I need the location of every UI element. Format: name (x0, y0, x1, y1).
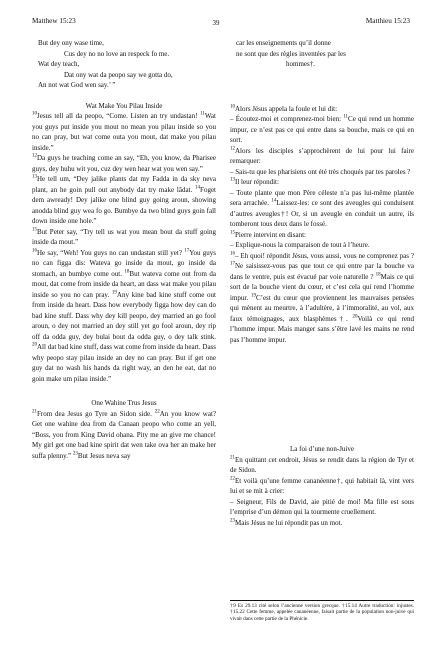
verse-text: Et voilà qu’une femme cananéenne†, qui habitait là, vint vers lui et se mit à crier: (230, 476, 414, 495)
poem-line: hommes†. (286, 60, 315, 68)
verse-paragraph (32, 174, 216, 227)
verse-paragraph (230, 177, 414, 188)
verse-number: 18 (375, 272, 381, 278)
verse-text: – Seigneur, Fils de David, aie pitié de moi! Ma fille est sous l’emprise d’un démon qui la tourmente cruellement. (230, 497, 414, 516)
verse-text: Mais ce qui sort de la bouche vient du cœur, et c’est cela qui rend l’homme impur. (230, 272, 414, 302)
verse-number: 12 (230, 146, 235, 152)
verse-paragraph (230, 167, 414, 178)
section-heading: La foi d’une non-Juive (290, 445, 354, 453)
verse-number: 16 (32, 248, 37, 254)
verse-text: Voilà ce qui rend l’homme impur. Mais manger sans s’être lavé les mains ne rend pas l’homme impur. (230, 314, 414, 344)
verse-text: Alors les disciples s’approchèrent de lui pour lui faire remarquer: (230, 146, 414, 165)
verse-paragraph (32, 227, 216, 248)
verse-number: 13 (230, 177, 235, 183)
verse-text: Jesus tell all da peopo, “Come. Listen an try undastan! (37, 112, 201, 120)
section-body (230, 455, 414, 529)
poem-line: An not wat God wen say.’ ” (38, 81, 116, 89)
verse-number: 20 (352, 314, 358, 320)
verse-number: 11 (200, 111, 205, 117)
verse-number: 15 (230, 230, 235, 236)
verse-text: But wateva come out from da mout, dat come from inside da heart, an dass wat make you pilau inside so you no can pray. (32, 269, 216, 299)
verse-number: 21 (230, 455, 235, 461)
verse-number: 15 (32, 227, 37, 233)
verse-paragraph (32, 111, 216, 153)
verse-text: – Eh quoi! répondit Jésus, vous aussi, vous ne comprenez pas ? (235, 251, 414, 260)
verse-text: From dea Jesus go Tyre an Sidon side. (37, 409, 155, 418)
verse-number: 23 (230, 518, 235, 524)
verse-paragraph (230, 518, 414, 529)
verse-text: An you know wat? Get one wahine dea from da Canaan peopo who come an yell, “Boss, you from King David ohana. Pity me an give me chance! My girl get one bad kine spirit dat wen take ova her an make her suffa plenny.” (32, 409, 216, 460)
poem-line: car les enseignements qu’il donne (236, 39, 331, 47)
verse-number: 18 (124, 269, 130, 275)
verse-paragraph (230, 497, 414, 518)
verse-text: Foget dem awready! Dey jalike one blind guy going aroun, showing anodda blind guy wea fo go. Bumbye da two blind guys goin fall down inside one hole.” (32, 185, 216, 225)
verse-number: 10 (230, 104, 235, 110)
verse-number: 14 (271, 198, 277, 204)
verse-paragraph (230, 455, 414, 476)
verse-paragraph (230, 146, 414, 167)
verse-number: 16 (230, 251, 235, 257)
running-header-right: Matthieu 15:23 (365, 17, 410, 25)
verse-text: He tell um, “Dey jalike plants dat my Fadda in da sky neva plant, an he goin pull out anybody dat try make lādat. (32, 175, 216, 194)
verse-number: 23 (72, 451, 78, 457)
section-heading: Wat Make You Pilau Inside (85, 101, 163, 110)
verse-number: 17 (184, 248, 190, 254)
poem-line: But dey ony wase time, (38, 39, 104, 47)
running-header-left: Matthew 15:23 (32, 17, 76, 25)
section-heading: One Wahine Trus Jesus (91, 399, 157, 407)
verse-number: 22 (230, 476, 235, 482)
verse-text: – Sais-tu que les pharisiens ont été très choqués par tes paroles ? (230, 167, 411, 176)
verse-text: He say, “Weh! You guys no can undastan still yet? (37, 248, 185, 257)
verse-text: – Écoutez-moi et comprenez-moi bien: (230, 115, 344, 123)
verse-paragraph (230, 114, 414, 146)
verse-text: You guys no can figga dis: Wateva go inside da mout, go inside da stomach, an bumbye come out. (32, 248, 216, 278)
verse-number: 19 (111, 290, 117, 296)
verse-text: Mais Jésus ne lui répondit pas un mot. (235, 518, 343, 527)
verse-paragraph (230, 104, 414, 115)
verse-text: Laissez-les: ce sont des aveugles qui conduisent d’autres aveugles†! Or, si un aveugle en conduit un autre, ils tomberont tous deux dans le fossé. (230, 199, 414, 228)
verse-text: But Peter say, “Try tell us wat you mean bout da stuff going inside da mout.” (32, 227, 216, 246)
verse-text: Ce qui rend un homme impur, ce n’est pas ce qui entre dans sa bouche, mais ce qui en sort. (230, 115, 414, 144)
verse-paragraph (32, 409, 216, 462)
verse-number: 12 (32, 153, 37, 159)
section-body (32, 111, 216, 384)
verse-text: Wat you guys put inside you mout no mean you pilau inside so you no can pray, but wat come outa you mout, dat make you pilau inside.” (32, 112, 216, 152)
verse-text: All dat bad kine stuff, dass wat come from inside da heart. Dass why peopo stay pilau inside an dey no can pray. But if get one guy dat no wash his hands da right way, an den he eat, dat no goin make um pilau inside.” (32, 343, 216, 383)
verse-paragraph (230, 230, 414, 241)
verse-paragraph (230, 188, 414, 230)
verse-number: 22 (154, 409, 160, 415)
verse-text: C’est du cœur que proviennent les mauvaises pensées qui mènent au meurtre, à l’adultère, à l’immoralité, au vol, aux faux témoignages, aux blasphèmes†. (230, 293, 414, 323)
verse-text: Il leur répondit: (235, 178, 279, 186)
footnotes: †9 Es 29.13 cité selon l’ancienne version grecque. †15.14 Autre traduction: injustes. †15.22 Cette femme, appelée cananéenne, faisait partie de la population non-juive qui vivait dans cette partie de la Phénicie. (230, 600, 414, 622)
verse-paragraph (32, 153, 216, 174)
pidgin-column (32, 38, 216, 461)
verse-number: 13 (32, 174, 37, 180)
page-number: 39 (212, 19, 220, 27)
verse-number: 19 (250, 293, 256, 299)
section-body (230, 104, 414, 346)
verse-number: 21 (32, 409, 37, 415)
verse-text: Alors Jésus appela la foule et lui dit: (235, 104, 338, 113)
verse-number: 14 (195, 185, 201, 191)
verse-paragraph (230, 476, 414, 497)
verse-number: 11 (343, 114, 349, 120)
poem-line: Cus dey no no love an respeck fo me. (64, 49, 170, 58)
french-column (230, 38, 414, 528)
verse-paragraph (32, 248, 216, 385)
verse-number: 10 (32, 111, 37, 117)
verse-number: 17 (230, 261, 235, 267)
verse-paragraph (230, 240, 414, 251)
poem-line: Wat dey teach, (38, 60, 80, 68)
poem-line: ne sont que des règles inventées par les (236, 49, 346, 58)
verse-text: But Jesus neva say (77, 451, 131, 460)
verse-text: Pierre intervint en disant: (235, 230, 306, 239)
verse-text: – Toute plante que mon Père céleste n’a pas lui-même plantée sera arrachée. (230, 188, 414, 207)
poem-line: Dat ony wat da peopo say we gotta do, (64, 70, 173, 79)
section-body (32, 409, 216, 462)
verse-paragraph (230, 251, 414, 346)
verse-text: Da guys he teaching come an say, “Eh, you know, da Pharisee guys, dey huhu wit you, cuz dey wen hear wat you wen say.” (32, 154, 216, 173)
verse-text: Any kine bad kine stuff come out from inside da heart. Dass how everybody figga how dey can do bad kine stuff. Dass why dey kill peopo, dey married an go fool aroun, o dey not married an dey still yet go fool aroun, dey rip off da odda guy, dey bulai bout da odda guy, o dey talk stink. (32, 290, 216, 341)
verse-text: – Explique-nous la comparaison de tout à l’heure. (230, 241, 370, 249)
verse-text: En quittant cet endroit, Jésus se rendit dans la région de Tyr et de Sidon. (230, 455, 414, 474)
verse-number: 20 (32, 342, 37, 348)
verse-text: Ne saisissez-vous pas que tout ce qui entre par la bouche va dans le ventre, puis est évacué par voie naturelle ? (230, 262, 414, 281)
